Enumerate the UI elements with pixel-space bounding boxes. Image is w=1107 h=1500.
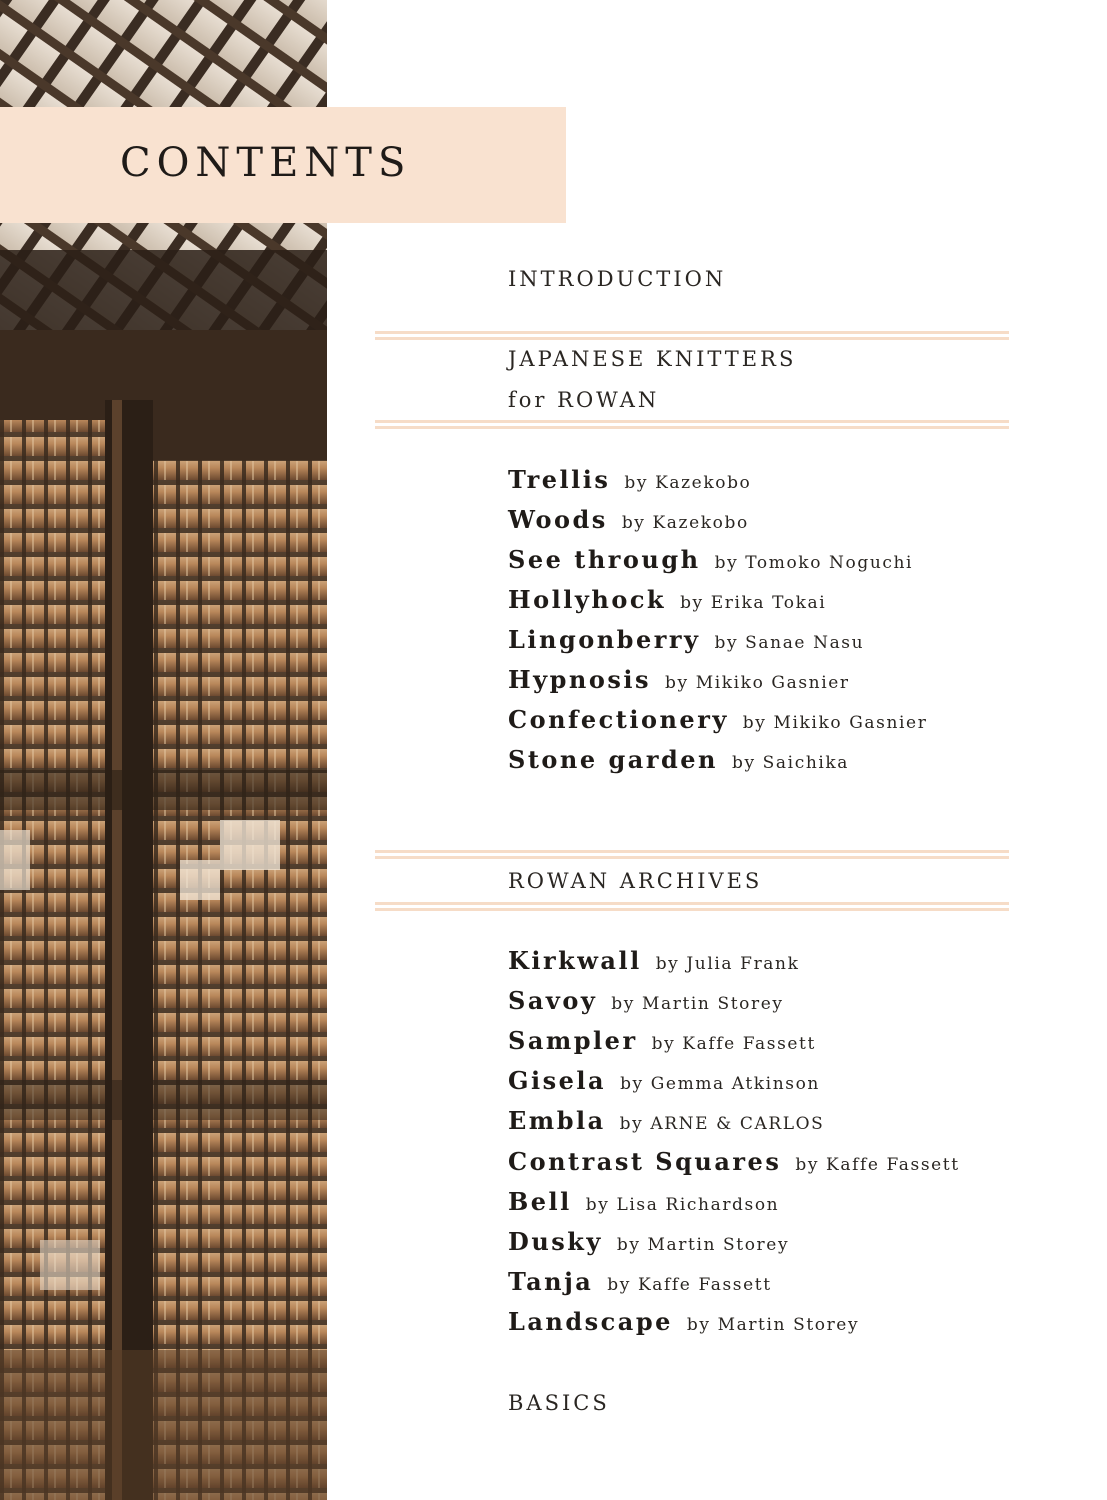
pattern-name: Landscape: [508, 1307, 673, 1336]
pattern-name: Tanja: [508, 1267, 594, 1296]
pattern-entry: [508, 1266, 772, 1301]
divider: [375, 902, 1009, 911]
pattern-entry: [508, 624, 864, 659]
pattern-entry: [508, 1065, 820, 1100]
pattern-entry: [508, 584, 826, 619]
pattern-name: Dusky: [508, 1227, 603, 1256]
pattern-name: Gisela: [508, 1066, 607, 1095]
pattern-designer: by Saichika: [731, 753, 850, 773]
pattern-name: Bell: [508, 1187, 572, 1216]
pattern-entry: [508, 1226, 789, 1261]
pattern-name: Stone garden: [508, 745, 718, 774]
pattern-designer: by Martin Storey: [616, 1235, 790, 1255]
pattern-designer: by Kaffe Fassett: [607, 1275, 772, 1295]
pattern-entry: [508, 744, 849, 779]
section-title-line2: for ROWAN: [508, 388, 660, 412]
pattern-designer: by Tomoko Noguchi: [714, 553, 914, 573]
pattern-designer: by Sanae Nasu: [714, 633, 865, 653]
pattern-entry: [508, 504, 749, 539]
pattern-designer: by Mikiko Gasnier: [665, 673, 850, 693]
section-title-line1: JAPANESE KNITTERS: [508, 347, 797, 371]
pattern-name: Contrast Squares: [508, 1147, 782, 1176]
pattern-designer: by Kazekobo: [624, 473, 752, 493]
pattern-name: Lingonberry: [508, 625, 701, 654]
pattern-name: Trellis: [508, 465, 611, 494]
pattern-entry: [508, 985, 784, 1020]
divider: [375, 331, 1009, 340]
pattern-entry: [508, 1146, 960, 1181]
pattern-name: Embla: [508, 1106, 606, 1135]
divider: [375, 420, 1009, 429]
pattern-name: Sampler: [508, 1026, 638, 1055]
pattern-designer: by Lisa Richardson: [585, 1195, 780, 1215]
pattern-name: See through: [508, 545, 701, 574]
pattern-entry: [508, 1105, 824, 1140]
pattern-entry: [508, 544, 913, 579]
pattern-name: Confectionery: [508, 705, 729, 734]
pattern-name: Hypnosis: [508, 665, 651, 694]
pattern-designer: by Kaffe Fassett: [651, 1034, 816, 1054]
pattern-designer: by Gemma Atkinson: [620, 1074, 820, 1094]
divider: [375, 850, 1009, 859]
section-title: ROWAN ARCHIVES: [508, 869, 763, 893]
page-title: CONTENTS: [120, 140, 412, 186]
pattern-designer: by Kaffe Fassett: [795, 1155, 960, 1175]
pattern-designer: by Martin Storey: [686, 1315, 860, 1335]
section-title: INTRODUCTION: [508, 267, 727, 291]
pattern-entry: [508, 945, 799, 980]
pattern-entry: [508, 1025, 816, 1060]
pattern-name: Kirkwall: [508, 946, 642, 975]
pattern-designer: by ARNE & CARLOS: [619, 1114, 825, 1134]
pattern-name: Woods: [508, 505, 608, 534]
pattern-name: Hollyhock: [508, 585, 667, 614]
pattern-entry: [508, 464, 751, 499]
pattern-designer: by Martin Storey: [611, 994, 784, 1014]
pattern-designer: by Kazekobo: [621, 513, 749, 533]
pattern-designer: by Julia Frank: [655, 954, 800, 974]
pattern-entry: [508, 1306, 859, 1341]
pattern-entry: [508, 1186, 779, 1221]
pattern-name: Savoy: [508, 986, 598, 1015]
section-title: BASICS: [508, 1391, 610, 1415]
pattern-designer: by Erika Tokai: [680, 593, 827, 613]
pattern-entry: [508, 664, 850, 699]
pattern-designer: by Mikiko Gasnier: [742, 713, 928, 733]
pattern-entry: [508, 704, 927, 739]
